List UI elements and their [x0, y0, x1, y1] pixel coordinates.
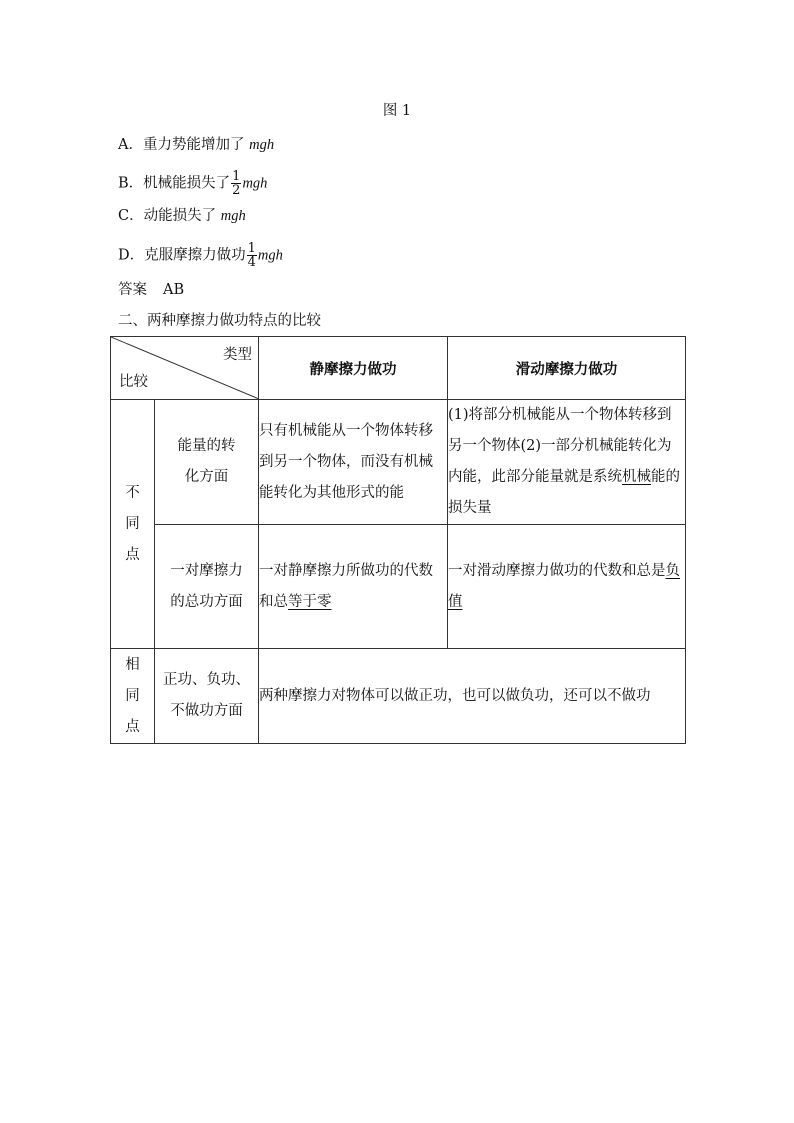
aspect-energy-conversion	[155, 400, 259, 525]
aspect-line: 能量的转	[177, 438, 236, 454]
aspect-work-sign	[155, 649, 259, 744]
table-row	[111, 525, 686, 649]
corner-bottom-label: 比较	[119, 374, 148, 390]
aspect-line: 的总功方面	[170, 593, 243, 610]
cell-text: 能的损失量	[448, 469, 680, 516]
answer-value: AB	[163, 282, 185, 298]
fraction-denominator: 4	[247, 255, 256, 270]
corner-cell	[111, 337, 259, 400]
option-text: 机械能损失了	[143, 175, 231, 192]
option-var: mgh	[249, 137, 275, 153]
option-b	[118, 170, 267, 197]
option-d	[118, 242, 283, 269]
aspect-total-work	[155, 525, 259, 649]
option-letter: C．	[118, 208, 144, 224]
fraction	[247, 242, 257, 269]
fraction-denominator: 2	[232, 183, 241, 198]
same-label	[111, 649, 155, 744]
cell-text: 一对静摩擦力所做功的代数和总	[259, 562, 433, 610]
aspect-line: 不做功方面	[170, 703, 243, 719]
common-feature-cell: 两种摩擦力对物体可以做正功，也可以做负功，还可以不做功	[259, 649, 686, 744]
underlined-term: 等于零	[288, 593, 332, 610]
same-char: 点	[125, 718, 140, 735]
static-energy-cell: 只有机械能从一个物体转移到另一个物体，而没有机械能转化为其他形式的能	[259, 400, 448, 525]
header-sliding-friction: 滑动摩擦力做功	[448, 337, 686, 400]
fraction-numerator: 1	[232, 169, 241, 184]
option-c	[118, 206, 246, 226]
option-text: 重力势能增加了	[142, 137, 250, 153]
underlined-term: 机械	[622, 469, 651, 485]
option-text: 动能损失了	[143, 208, 221, 224]
option-letter: A．	[118, 137, 143, 153]
option-var: mgh	[242, 175, 268, 192]
table-row	[111, 649, 686, 744]
cell-text: 一对滑动摩擦力做功的代数和总是	[448, 562, 666, 579]
sliding-energy-cell	[448, 400, 686, 525]
cell-text: (1)将部分机械能从一个物体转移到另一个物体(2)一部分机械能转化为内能，此部分能量就是系统	[448, 407, 672, 485]
section-title: 二、两种摩擦力做功特点的比较	[118, 313, 321, 329]
aspect-line: 正功、负功、	[163, 672, 250, 688]
aspect-line: 化方面	[184, 469, 229, 485]
table-header-row	[111, 337, 686, 400]
option-var: mgh	[220, 208, 246, 224]
same-char: 相	[125, 656, 140, 673]
answer-line	[118, 280, 184, 300]
difference-char: 点	[125, 546, 140, 563]
fraction	[231, 170, 241, 197]
comparison-table	[110, 336, 686, 744]
option-letter: B．	[118, 175, 144, 192]
option-var: mgh	[257, 247, 283, 264]
underlined-term: 负值	[448, 562, 680, 610]
difference-label	[111, 400, 155, 649]
table-row	[111, 400, 686, 525]
option-letter: D．	[118, 247, 145, 264]
corner-top-label: 类型	[223, 347, 252, 363]
fraction-numerator: 1	[247, 241, 256, 256]
option-text: 克服摩擦力做功	[144, 247, 246, 264]
static-total-work-cell	[259, 525, 448, 649]
sliding-total-work-cell	[448, 525, 686, 649]
answer-label: 答案	[118, 282, 147, 298]
difference-char: 同	[125, 515, 140, 532]
difference-char: 不	[125, 484, 140, 501]
same-char: 同	[125, 687, 140, 704]
header-static-friction: 静摩擦力做功	[259, 337, 448, 400]
aspect-line: 一对摩擦力	[170, 562, 243, 579]
figure-caption: 图 1	[382, 103, 412, 119]
option-a	[118, 135, 274, 155]
